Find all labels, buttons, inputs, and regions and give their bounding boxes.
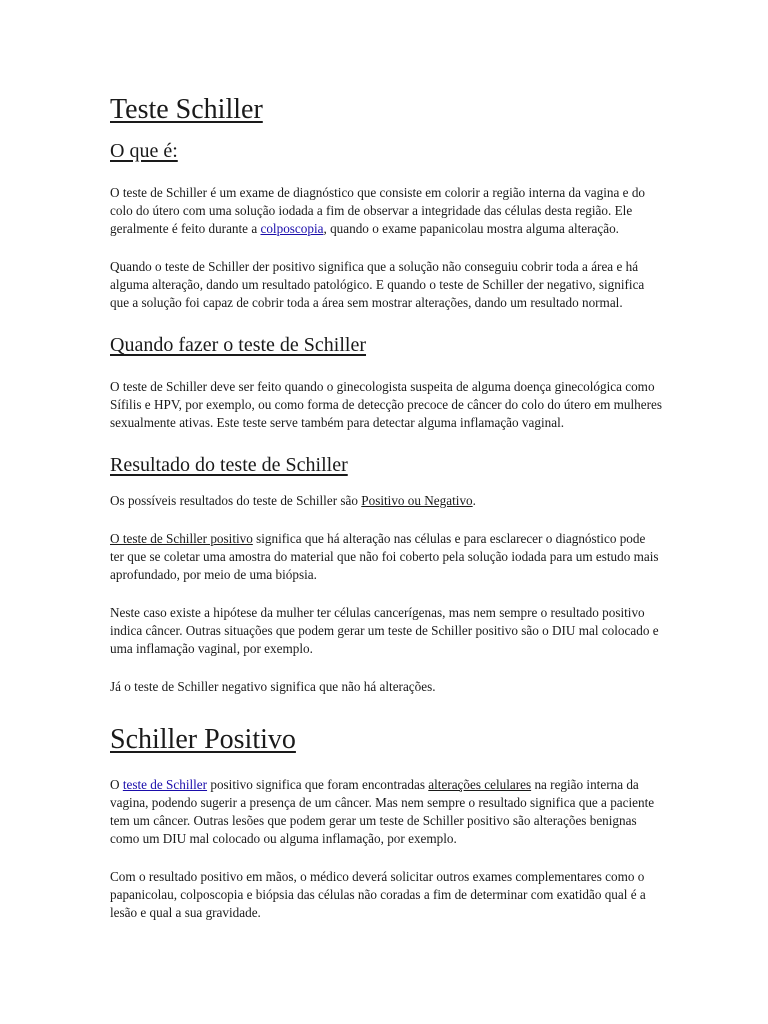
page-title: Teste Schiller bbox=[110, 94, 263, 125]
document-page bbox=[110, 92, 662, 922]
section-heading-quando-fazer: Quando fazer o teste de Schiller bbox=[110, 334, 367, 356]
paragraph: O teste de Schiller positivo significa que foram encontradas alterações celulares na região interna da vagina, podendo sugerir a presença de um câncer. Mas nem sempre o resultado significa que a paciente tem um câncer. Outras lesões que podem gerar um teste de Schiller positivo são alterações benignas como um DIU mal colocado ou alguma inflamação, por exemplo. bbox=[110, 777, 655, 846]
paragraph: Neste caso existe a hipótese da mulher ter células cancerígenas, mas nem sempre o resultado positivo indica câncer. Outras situações que podem gerar um teste de Schiller positivo são o DIU mal colocado e uma inflamação vaginal, por exemplo. bbox=[110, 605, 659, 656]
underlined-text: O teste de Schiller positivo bbox=[110, 531, 253, 546]
section-heading-o-que-e: O que é: bbox=[110, 140, 178, 162]
paragraph: O teste de Schiller deve ser feito quando o ginecologista suspeita de alguma doença ginecológica como Sífilis e HPV, por exemplo, ou como forma de detecção precoce de câncer do colo do útero em mulheres sexualmente ativas. Este teste serve também para detectar alguma inflamação vaginal. bbox=[110, 379, 662, 430]
section-heading-resultado: Resultado do teste de Schiller bbox=[110, 454, 348, 476]
colposcopia-link[interactable]: colposcopia bbox=[260, 221, 324, 236]
paragraph: Os possíveis resultados do teste de Schiller são Positivo ou Negativo. bbox=[110, 493, 476, 508]
paragraph: Quando o teste de Schiller der positivo significa que a solução não conseguiu cobrir toda a área e há alguma alteração, dando um resultado patológico. E quando o teste de Schiller der negativo, significa que a solução foi capaz de cobrir toda a área sem mostrar alterações, dando um resultado normal. bbox=[110, 259, 645, 310]
paragraph: O teste de Schiller é um exame de diagnóstico que consiste em colorir a região interna da vagina e do colo do útero com uma solução iodada a fim de observar a integridade das células desta região. Ele geralmente é feito durante a colposcopia, quando o exame papanicolau mostra alguma alteração. bbox=[110, 185, 646, 236]
paragraph: Já o teste de Schiller negativo significa que não há alterações. bbox=[110, 679, 436, 694]
teste-de-schiller-link[interactable]: teste de Schiller bbox=[122, 777, 208, 792]
underlined-text: Positivo ou Negativo bbox=[361, 493, 473, 508]
underlined-text: alterações celulares bbox=[428, 777, 532, 792]
paragraph: Com o resultado positivo em mãos, o médico deverá solicitar outros exames complementares como o papanicolau, colposcopia e biópsia das células não coradas a fim de determinar com exatidão qual é a lesão e qual a sua gravidade. bbox=[110, 869, 646, 920]
paragraph: O teste de Schiller positivo significa que há alteração nas células e para esclarecer o diagnóstico pode ter que se coletar uma amostra do material que não foi coberto pela solução iodada para um estudo mais aprofundado, por meio de uma biópsia. bbox=[110, 531, 659, 582]
section-heading-schiller-positivo: Schiller Positivo bbox=[110, 724, 296, 755]
